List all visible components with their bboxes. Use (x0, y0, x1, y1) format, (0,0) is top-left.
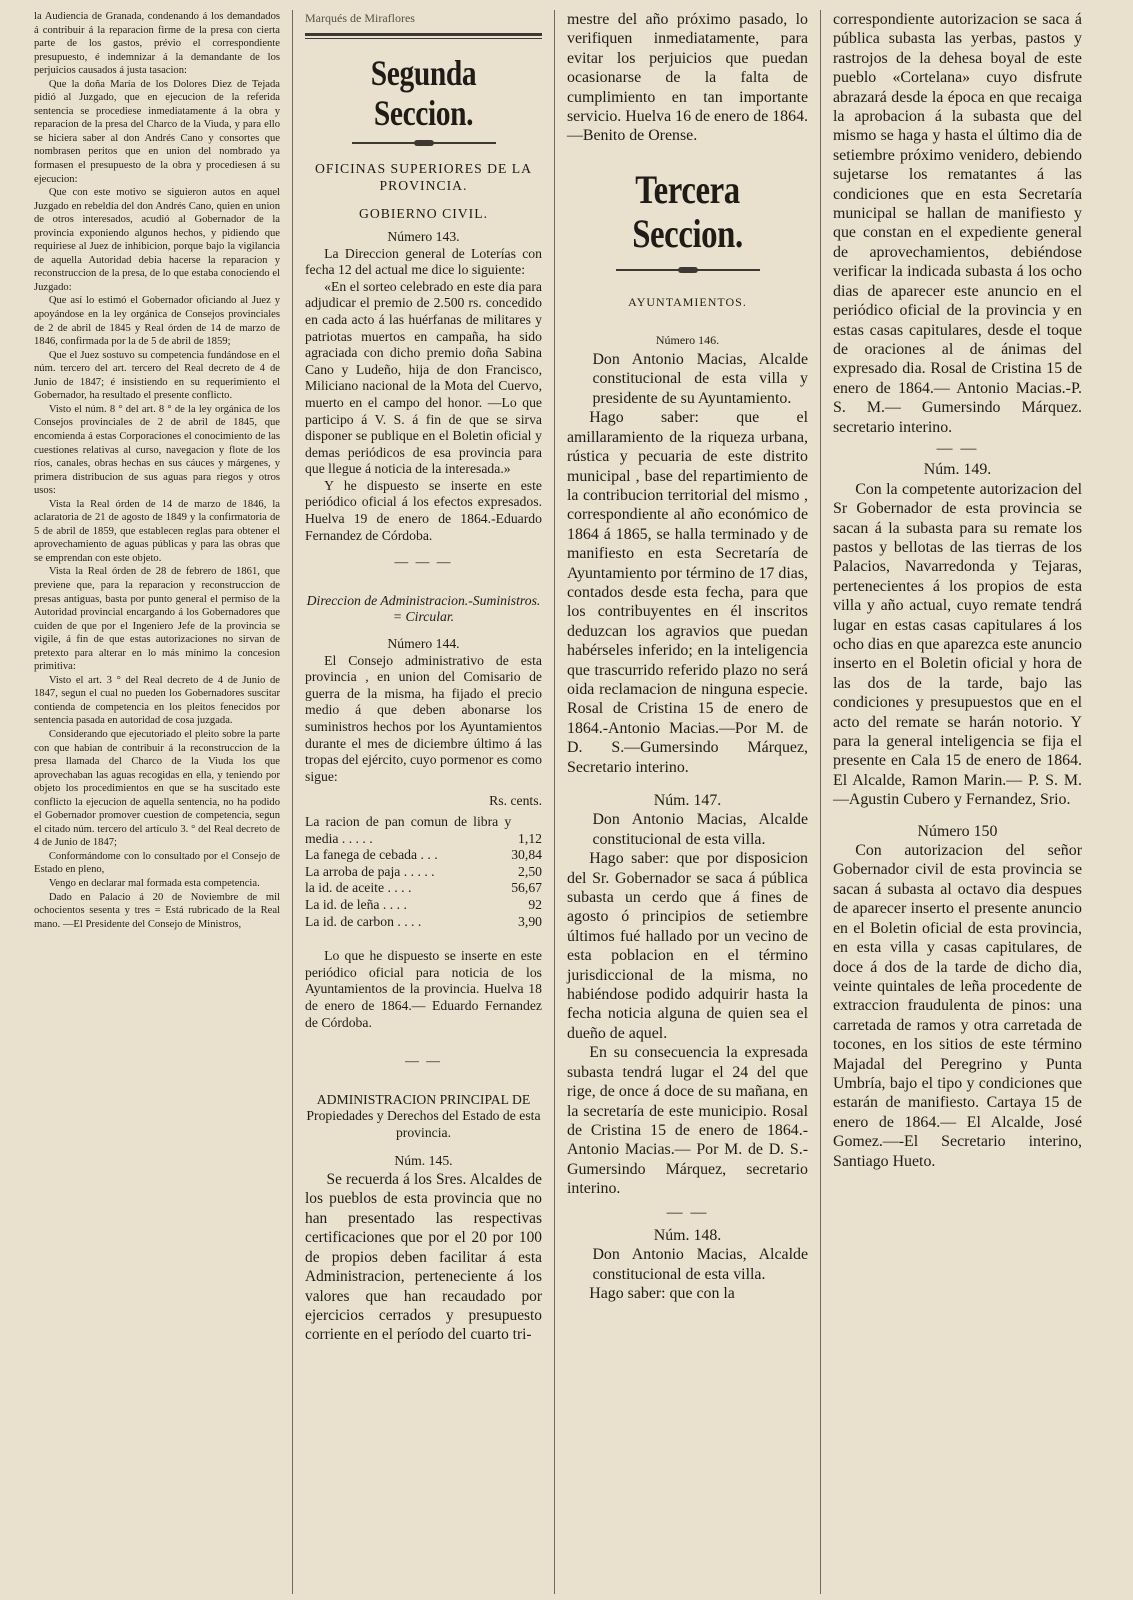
price-value: 1,12 (518, 830, 542, 846)
paragraph: Don Antonio Macias, Alcalde constitucional de esta villa. (592, 1246, 808, 1283)
paragraph: Vengo en declarar mal formada esta competencia. (48, 878, 260, 889)
column-1 (34, 10, 292, 1594)
dash-divider: — — — (394, 554, 453, 570)
admin-heading: Direccion de Administracion.-Suministros. = Circular. (306, 592, 541, 625)
price-value: 2,50 (518, 863, 542, 879)
paragraph: correspondiente autorizacion se saca á pública subasta las yerbas, pastos y rastrojos de la dehesa boyal de este pueblo «Cortelana» cuyo disfrute abrazará desde la época en que recaiga la aprobacion á la subasta que del mismo se haga y hasta el último dia de setiembre próximo venidero, debiendo sujetarse los rematantes á las condiciones que en esta Secretaría municipal se hallan de manifiesto y que constan en el expediente general de aprovechamientos, debiéndose verificar la indicada subasta á los ocho dias de aparecer este anuncio en el periódico oficial de la provincia y en estas casas capitulares, desde el toque de oraciones al de ánimas del expresado dia. Rosal de Cristina 15 de enero de 1864.— Antonio Macias.-P. S. M.— Gumersindo Márquez. secretario interino. (833, 11, 1082, 436)
notice-number: Núm. 148. (653, 1226, 722, 1244)
paragraph: Se recuerda á los Sres. Alcaldes de los pueblos de esta provincia que no han presentado las respectivas certificaciones que por el 20 por 100 de propios deben facilitar á esta Administracion, perteneciente á los valores que han recaudado por ejercicios cerrados y presupuesto corriente en el período del cuarto tri- (305, 1171, 542, 1344)
admin-subheading: Propiedades y Derechos del Estado de esta provincia. (306, 1108, 541, 1140)
paragraph: Hago saber: que por disposicion del Sr. Gobernador se saca á pública subasta un cerdo que á fines de agosto ó principios de setiembre últimos fué hallado por un vecino de esta poblacion en el término jurisdiccional de la misma, no habiéndose podido adquirir hasta la fecha noticia alguna de quien sea el dueño de aquel. (567, 850, 808, 1042)
price-table (305, 814, 542, 930)
paragraph: Con la competente autorizacion del Sr Gobernador de esta provincia se sacan á la subasta para su remate los pastos y bellotas de las tierras de los Palacios, Navarredonda y Tejaras, pertenecientes á los propios de esta villa y año actual, cuyo remate tendrá lugar en estas casas capitulares á los ocho dias en que aparezca este anuncio inserto en el Boletin oficial y hora de las dos de la tarde, bajo las condiciones y presupuestos que en el acto del remate se harán notorio. Y para la general inteligencia se fija el presente en Cala 15 de enero de 1864. El Alcalde, Ramon Marin.— P. S. M.—Agustin Cubero y Fernandez, Srio. (833, 480, 1082, 809)
paragraph: la Audiencia de Granada, condenando á los demandados á contribuir á la reparacion firme de la presa con cierta parte de los gastos, prévio el correspondiente presupuesto, é indemnizar á la demandante de los perjuicios causados á justa tasacion: (34, 11, 280, 77)
paragraph: Lo que he dispuesto se inserte en este periódico oficial para noticia de los Ayuntamientos de la provincia. Huelva 18 de enero de 1864.— Eduardo Fernandez de Córdoba. (305, 948, 542, 1030)
paragraph: mestre del año próximo pasado, lo verifiquen inmediatamente, para evitar los perjuicios que puedan ocasionarse de la falta de cumplimiento en tan importante servicio. Huelva 16 de enero de 1864. —Benito de Orense. (567, 11, 808, 145)
paragraph: Que el Juez sostuvo su competencia fundándose en el núm. tercero del art. tercero del Real decreto de 4 de Junio de 1847; é insistiendo en su requerimiento el Gobernador, ha resultado el presente conflicto. (34, 349, 280, 402)
notice-number: Núm. 149. (923, 461, 992, 479)
ornament-divider (567, 260, 808, 279)
price-item: La id. de leña . . . . (305, 896, 407, 912)
dash-divider: — — (405, 1053, 442, 1069)
paragraph: «En el sorteo celebrado en este dia para adjudicar el premio de 2.500 rs. concedido en cada acto á las huérfanas de militares y patriotas muertos en campaña, ha sido agraciada con dicho premio doña Sabina Cano y Ludeño, hija de don Francisco, Miliciano nacional de la Mota del Cuervo, muerto en el campo del honor. —Lo que participo á V. S. á fin de que se sirva disponer se publique en el Boletin oficial y demas periódicos de esa provincia para que llegue á noticia de la interesada.» (305, 278, 542, 477)
ayuntamientos-heading: AYUNTAMIENTOS. (628, 295, 747, 310)
paragraph: Que así lo estimó el Gobernador oficiando al Juez y apoyándose en la ley orgánica de Consejos provinciales de 2 de abril de 1845 y Real órden de 14 de marzo de 1846, confirmada por la de 5 de abril de 1859; (34, 295, 280, 348)
table-row (305, 897, 542, 914)
paragraph: Dado en Palacio á 20 de Noviembre de mil ochocientos sesenta y tres = Está rubricado de la Real mano. —El Presidente del Consejo de Ministros, (34, 891, 280, 930)
paragraph: El Consejo administrativo de esta provincia , en union del Comisario de guerra de la misma, ha fijado el precio medio á que deben abonarse los suministros hechos por los Ayuntamientos durante el mes de diciembre último á las tropas del ejército, cuyo pormenor es como sigue: (305, 652, 542, 784)
notice-number: Número 144. (387, 636, 460, 652)
gov-heading: GOBIERNO CIVIL. (358, 206, 489, 222)
price-value: 56,67 (511, 880, 542, 896)
paragraph: Conformándome con lo consultado por el Consejo de Estado en pleno, (34, 850, 280, 876)
notice-number: Núm. 145. (394, 1153, 453, 1169)
paragraph: Que con este motivo se siguieron autos en aquel Juzgado en rebeldía del don Andrés Cano, quien en union de otros interesados, acudió al Gobernador de la provincia exponiendo algunos hechos, y pidiendo que requiriese al Juez de inhibicion, porque bajo la vigilancia de aquella Autoridad debia hacerse la reparacion y reconstruccion de la presa, de lo que estaba conociendo el Juzgado: (34, 187, 280, 293)
paragraph: Hago saber: que el amillaramiento de la riqueza urbana, rústica y pecuaria de este distrito municipal , base del repartimiento de la contribucion territorial del mismo , correspondiente al año económico de 1864 á 1865, se halla terminado y de manifiesto en esta Secretaría de Ayuntamiento por término de 17 dias, contados desde esta fecha, para que los contribuyentes en él inscritos deduzcan los agravios que puedan habérseles inferido; en la inteligencia que trascurrido referido plazo no será oida reclamacion de ninguna especie. Rosal de Cristina 15 de enero de 1864.-Antonio Macias.—Por M. de D. S.—Gumersindo Márquez, Secretario interino. (567, 409, 808, 776)
paragraph: Con autorizacion del señor Gobernador civil de esta provincia se sacan á subasta al octavo dia despues de aparecer inserto el presente anuncio en el Boletin oficial de esta provincia, en esta villa y casas capitulares, de doce á dos de la tarde de dicho dia, veinte quintales de leña procedente de extraccion fraudulenta de pinos: una carretada de ramos y otra carretada de tocones, en los sitios de este término Majadal del Peregrino y Punta Umbría, bajo el tipo y condiciones que estarán de manifiesto. Cartaya 15 de enero de 1864.— El Alcalde, José Gomez.—-El Secretario interino, Santiago Hueto. (833, 842, 1082, 1170)
table-row (305, 914, 542, 931)
paragraph: Vista la Real órden de 28 de febrero de 1861, que previene que, para la reparacion y reconstruccion de presas antiguas, basta por punto general el permiso de la Autoridad provincial encargando á los Gobernadores que cuiden de que por el Ingeniero Jefe de la provincia se vigile, á fin de que estas autorizaciones no sirvan de pretexto para alterar en lo más mínimo la concesion primitiva: (34, 566, 280, 673)
section-title: Tercera Seccion. (632, 166, 743, 256)
paragraph: Que la doña María de los Dolores Diez de Tejada pidió al Juzgado, que en ejecucion de la referida sentencia se procediese inmediatamente á la obra y reparacion de la presa del Charco de la Viuda, y para ello se hiciera saber al don Andrés Cano y consortes que nombrasen peritos que en union del nombrado ya formasen el presupuesto de la obra y procediesen á su ejecucion: (34, 78, 280, 185)
price-value: 30,84 (511, 847, 542, 863)
price-item: La fanega de cebada . . . (305, 847, 438, 863)
price-column-header: Rs. cents. (489, 793, 542, 809)
column-3 (554, 10, 820, 1594)
paragraph: Don Antonio Macias, Alcalde constitucional de esta villa. (592, 811, 808, 848)
price-value: 3,90 (518, 913, 542, 929)
price-value: 92 (528, 896, 542, 912)
header-rule (305, 33, 542, 36)
price-item: La racion de pan comun de libra y media . . . . . (305, 813, 512, 846)
office-heading: OFICINAS SUPERIORES DE LA PROVINCIA. (314, 161, 533, 193)
paragraph: Visto el art. 3 ° del Real decreto de 4 de Junio de 1847, segun el cual no pueden los Gobernadores suscitar contienda de competencia en los pleitos fenecidos por sentencia pasada en autoridad de cosa juzgada. (34, 674, 280, 727)
header-rule-thin (305, 38, 542, 39)
price-item: la id. de aceite . . . . (305, 880, 412, 896)
ornament-divider (305, 135, 542, 152)
paragraph: Visto el núm. 8 ° del art. 8 ° de la ley orgánica de los Consejos provinciales de 2 de abril de 1845, que encomienda á estas Corporaciones el conocimiento de las cuestiones relativas al curso, navegacion y flote de los ríos, canales, obras hechas en sus cáuces y márgenes, y primera distribucion de sus aguas para riegos y otros usos: (34, 403, 280, 497)
dash-divider: — — (666, 1203, 709, 1221)
paragraph: Y he dispuesto se inserte en este periódico oficial á los efectos expresados. Huelva 19 de enero de 1864.-Eduardo Fernandez de Córdoba. (305, 477, 542, 543)
price-item: La id. de carbon . . . . (305, 913, 422, 929)
paragraph: Vista la Real órden de 14 de marzo de 1846, la aclaratoria de 21 de agosto de 1849 y la confirmatoria de 5 de abril de 1859, que establecen reglas para obtener el aprovechamiento de aguas públicas y para las obras que se emprendan con este objeto. (34, 498, 280, 564)
section-title: Segunda Seccion. (370, 52, 477, 133)
paragraph: En su consecuencia la expresada subasta tendrá lugar el 24 del que rige, de once á doce de su mañana, en la secretaría de este municipio. Rosal de Cristina 15 de enero de 1864.-Antonio Macias.— Por M. de D. S.-Gumersindo Márquez, secretario interino. (567, 1044, 808, 1198)
table-row (305, 847, 542, 864)
dash-divider: — — (936, 439, 979, 457)
table-row (305, 864, 542, 881)
paragraph: Don Antonio Macias, Alcalde constitucional de esta villa y presidente de su Ayuntamiento. (592, 351, 808, 407)
paragraph: Considerando que ejecutoriado el pleito sobre la parte con que habian de contribuir á la reconstruccion de la presa llamada del Charco de la Viuda los que aprovechaban las aguas recogidas en ella, y teniendo por objeto los procedimientos en que se ha suscitado este conflicto la ejecucion de aquella sentencia, no ha podido el Gobernador promover cuestion de competencia, segun el citado núm. tercero del artículo 3. ° del Real decreto de 4 de Junio de 1847; (34, 728, 280, 849)
price-item: La arroba de paja . . . . . (305, 863, 435, 879)
paragraph: La Direccion general de Loterías con fecha 12 del actual me dice lo siguiente: (305, 245, 542, 278)
paragraph: Hago saber: que con la (589, 1285, 735, 1303)
admin-principal-heading: ADMINISTRACION PRINCIPAL DE (316, 1091, 531, 1107)
table-row (305, 814, 542, 847)
column-2 (292, 10, 554, 1594)
notice-number: Número 150 (917, 822, 998, 840)
notice-number: Número 143. (387, 228, 460, 244)
table-row (305, 880, 542, 897)
column-4 (820, 10, 1082, 1594)
notice-number: Número 146. (655, 332, 720, 347)
running-head: Marqués de Miraflores (305, 11, 415, 25)
notice-number: Núm. 147. (653, 792, 722, 809)
